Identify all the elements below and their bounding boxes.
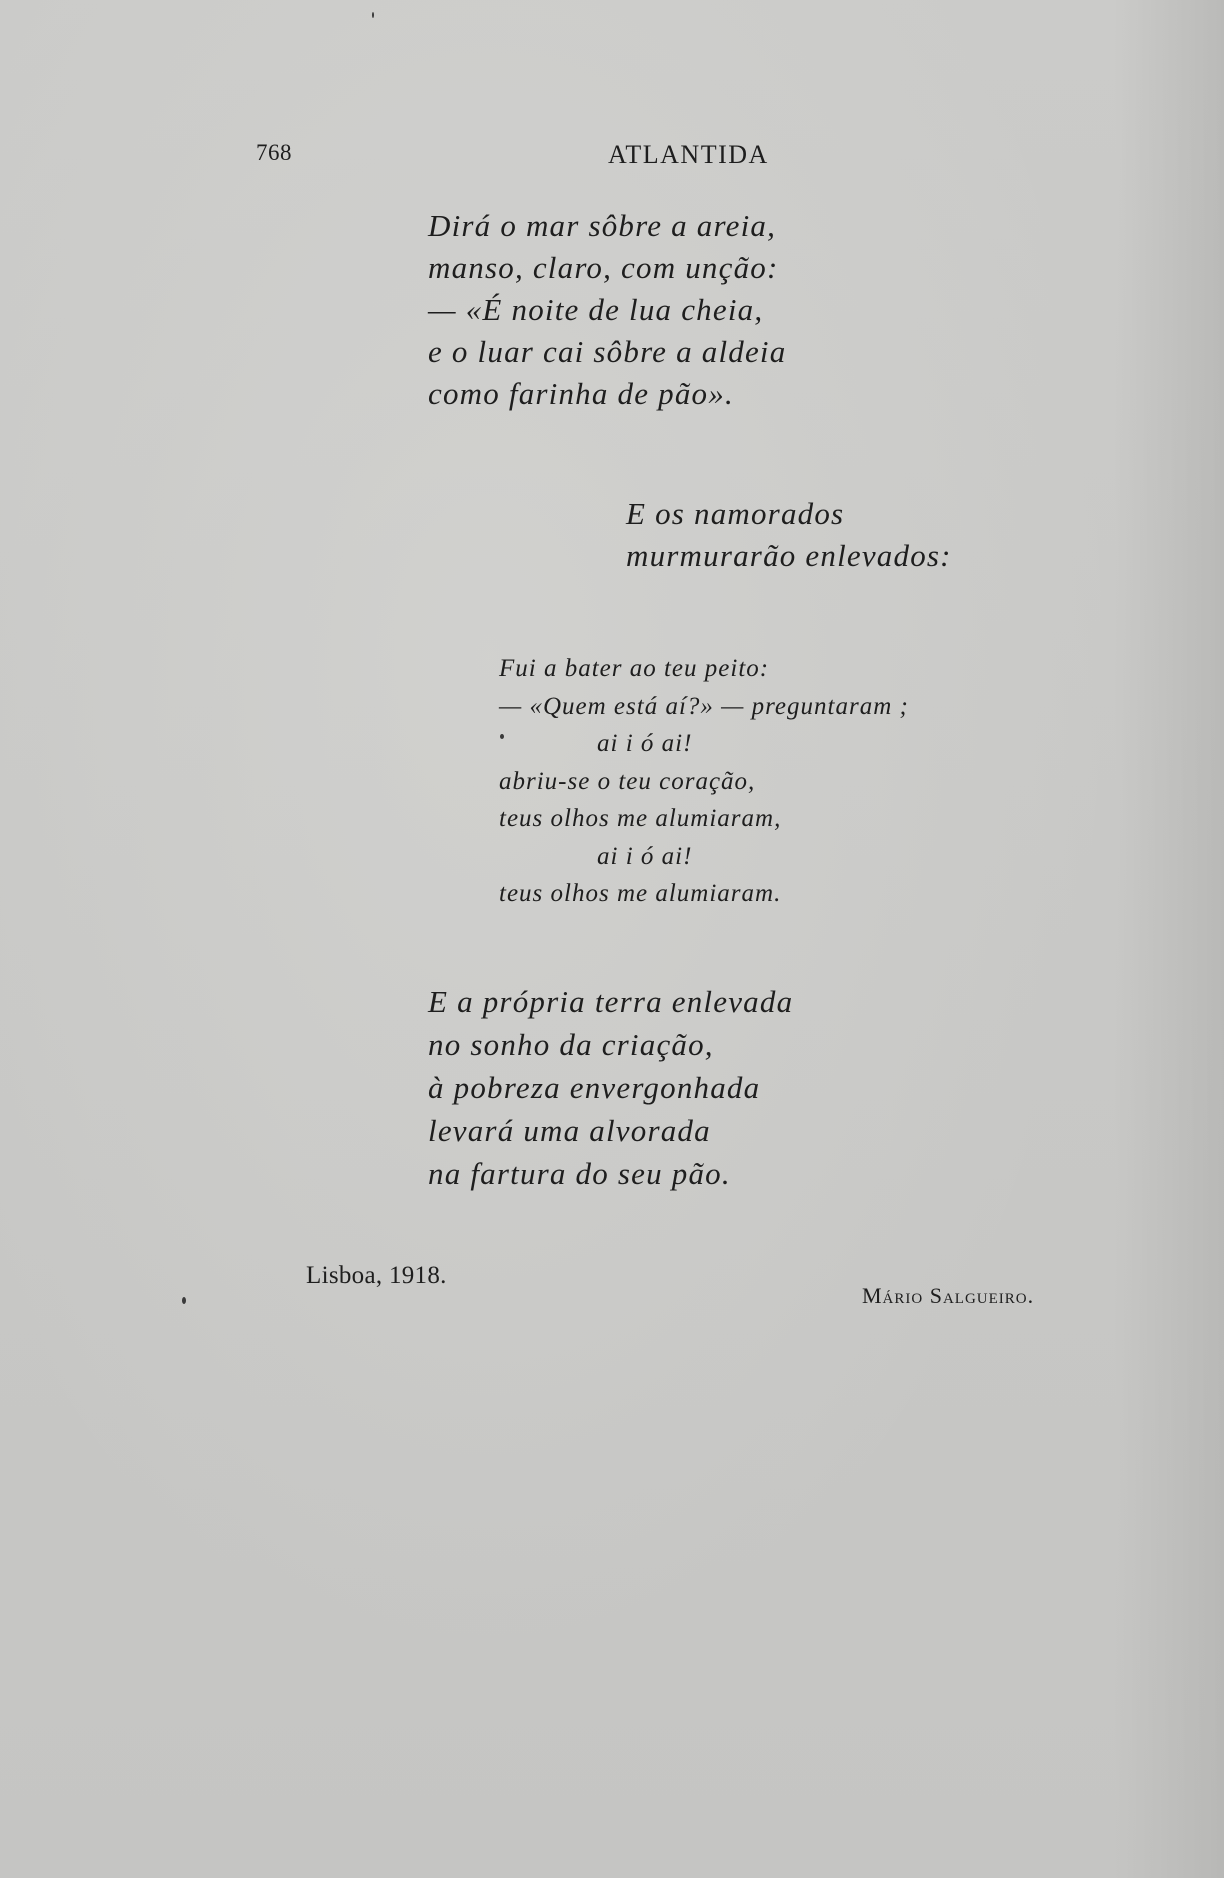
verse-line: levará uma alvorada (428, 1113, 711, 1148)
verse-line: abriu-se o teu coração, (499, 767, 756, 795)
verse-line: E a própria terra enlevada (428, 984, 794, 1019)
running-header-title: ATLANTIDA (608, 140, 769, 169)
verse-line: e o luar cai sôbre a aldeia (428, 334, 787, 369)
poem-stanza-3-song (499, 650, 909, 913)
verse-line: Dirá o mar sôbre a areia, (428, 208, 777, 243)
verse-line: — «Quem está aí?» — preguntaram ; (499, 692, 909, 720)
verse-line: murmurarão enlevados: (626, 538, 952, 573)
page-edge-shadow (1114, 0, 1224, 1878)
verse-line: teus olhos me alumiaram. (499, 880, 782, 907)
verse-line: à pobreza envergonhada (428, 1070, 761, 1105)
author-signature: Mário Salgueiro. (862, 1283, 1035, 1308)
poem-stanza-1 (428, 205, 786, 415)
ink-speck (182, 1297, 186, 1304)
verse-line: teus olhos me alumiaram, (499, 805, 782, 832)
refrain-line: ai i ó ai! (597, 842, 693, 870)
verse-line: Fui a bater ao teu peito: (499, 655, 770, 682)
verse-line: no sonho da criação, (428, 1027, 714, 1062)
verse-line: — «É noite de lua cheia, (428, 292, 764, 327)
page-number: 768 (256, 140, 292, 165)
verse-line: manso, claro, com unção: (428, 250, 779, 285)
verse-line: como farinha de pão». (428, 376, 734, 411)
verse-line: E os namorados (626, 496, 845, 531)
ink-speck (500, 734, 504, 739)
ink-speck (372, 12, 374, 18)
verse-line: na fartura do seu pão. (428, 1156, 731, 1191)
poem-stanza-4 (428, 980, 793, 1195)
refrain-line: ai i ó ai! (597, 730, 693, 757)
poem-stanza-2 (626, 493, 952, 577)
place-and-date: Lisboa, 1918. (306, 1262, 447, 1289)
